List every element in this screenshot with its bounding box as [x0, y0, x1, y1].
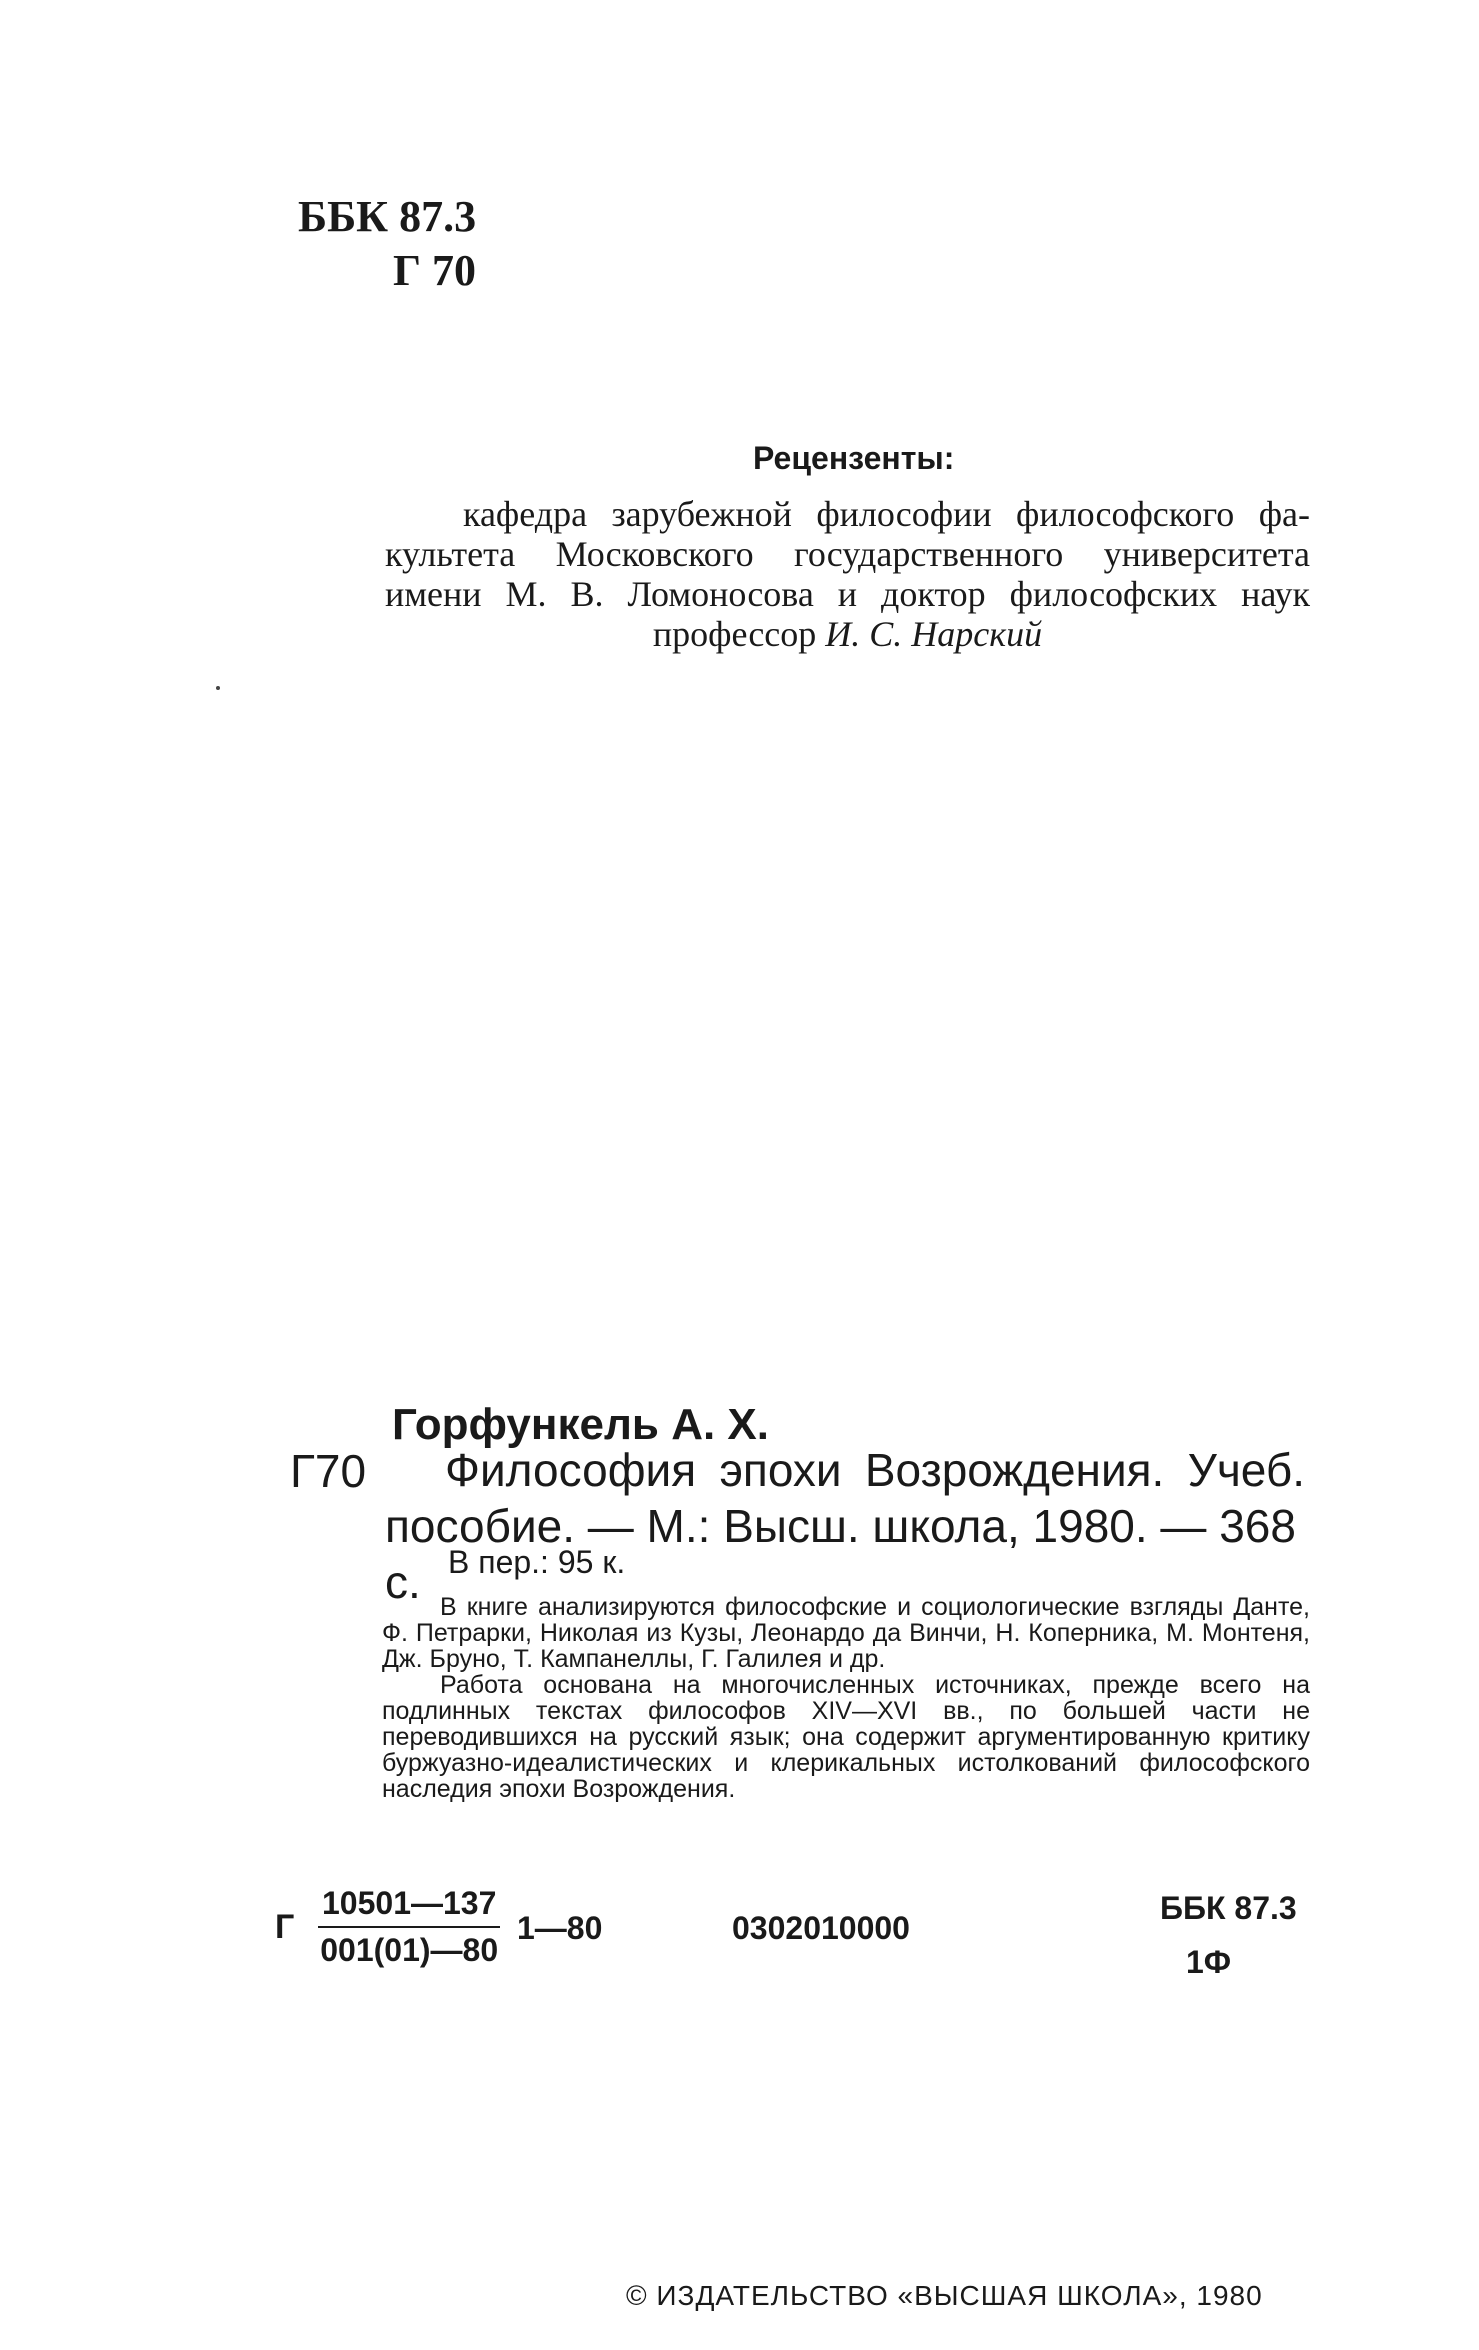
print-speck — [216, 686, 220, 690]
entry-author: Горфункель А. Х. — [392, 1400, 769, 1449]
entry-title-line: пособие. — М.: Высш. школа, 1980. — 368 с. — [385, 1500, 1296, 1608]
reviewer-title: профессор — [652, 614, 817, 654]
annotation-paragraph: Работа основана на многочисленных источниках, прежде всего на подлинных текстах философов XIV—XVI вв., по большей части не переводившихся на русский язык; она содержит аргументированную критику буржуазно-идеалистических и клерикальных истолкований философского наследия эпохи Возрождения. — [382, 1671, 1310, 1803]
reviewers-text — [385, 494, 1310, 654]
reviewers-line: кафедра зарубежной философии философского фа- — [463, 494, 1310, 534]
bbk-code-top: ББК 87.3 — [298, 192, 477, 241]
entry-title-line: Философия эпохи Возрождения. Учеб. — [445, 1444, 1305, 1496]
annotation-paragraph: В книге анализируются философские и социологические взгляды Данте, Ф. Петрарки, Николая из Кузы, Леонардо да Винчи, Н. Коперника, М. Монтеня, Дж. Бруно, Т. Кампанеллы, Г. Галилея и др. — [382, 1593, 1310, 1673]
classification-number: 0302010000 — [732, 1910, 910, 1946]
reviewers-last-line — [385, 614, 1310, 654]
entry-price: В пер.: 95 к. — [448, 1544, 626, 1580]
fraction-numerator: 10501—137 — [318, 1885, 500, 1928]
fraction-denominator: 001(01)—80 — [320, 1932, 499, 1968]
copyright-notice: © ИЗДАТЕЛЬСТВО «ВЫСШАЯ ШКОЛА», 1980 — [626, 2280, 1263, 2311]
reviewer-name: И. С. Нарский — [825, 614, 1043, 654]
entry-title — [385, 1442, 1305, 1610]
classification-letter: Г — [275, 1908, 295, 1946]
author-mark-top: Г 70 — [393, 246, 476, 295]
entry-call-mark: Г70 — [290, 1445, 367, 1497]
reviewers-line: культета Московского государственного университета — [385, 534, 1310, 574]
library-code-block — [298, 190, 476, 298]
classification-index: 1Ф — [1186, 1944, 1232, 1980]
classification-fraction — [318, 1885, 500, 1969]
reviewers-heading: Рецензенты: — [753, 440, 955, 476]
annotation — [382, 1594, 1310, 1802]
bbk-code-bottom: ББК 87.3 — [1160, 1890, 1297, 1926]
classification-suffix: 1—80 — [517, 1910, 603, 1946]
reviewers-line: имени М. В. Ломоносова и доктор философских наук — [385, 574, 1310, 614]
